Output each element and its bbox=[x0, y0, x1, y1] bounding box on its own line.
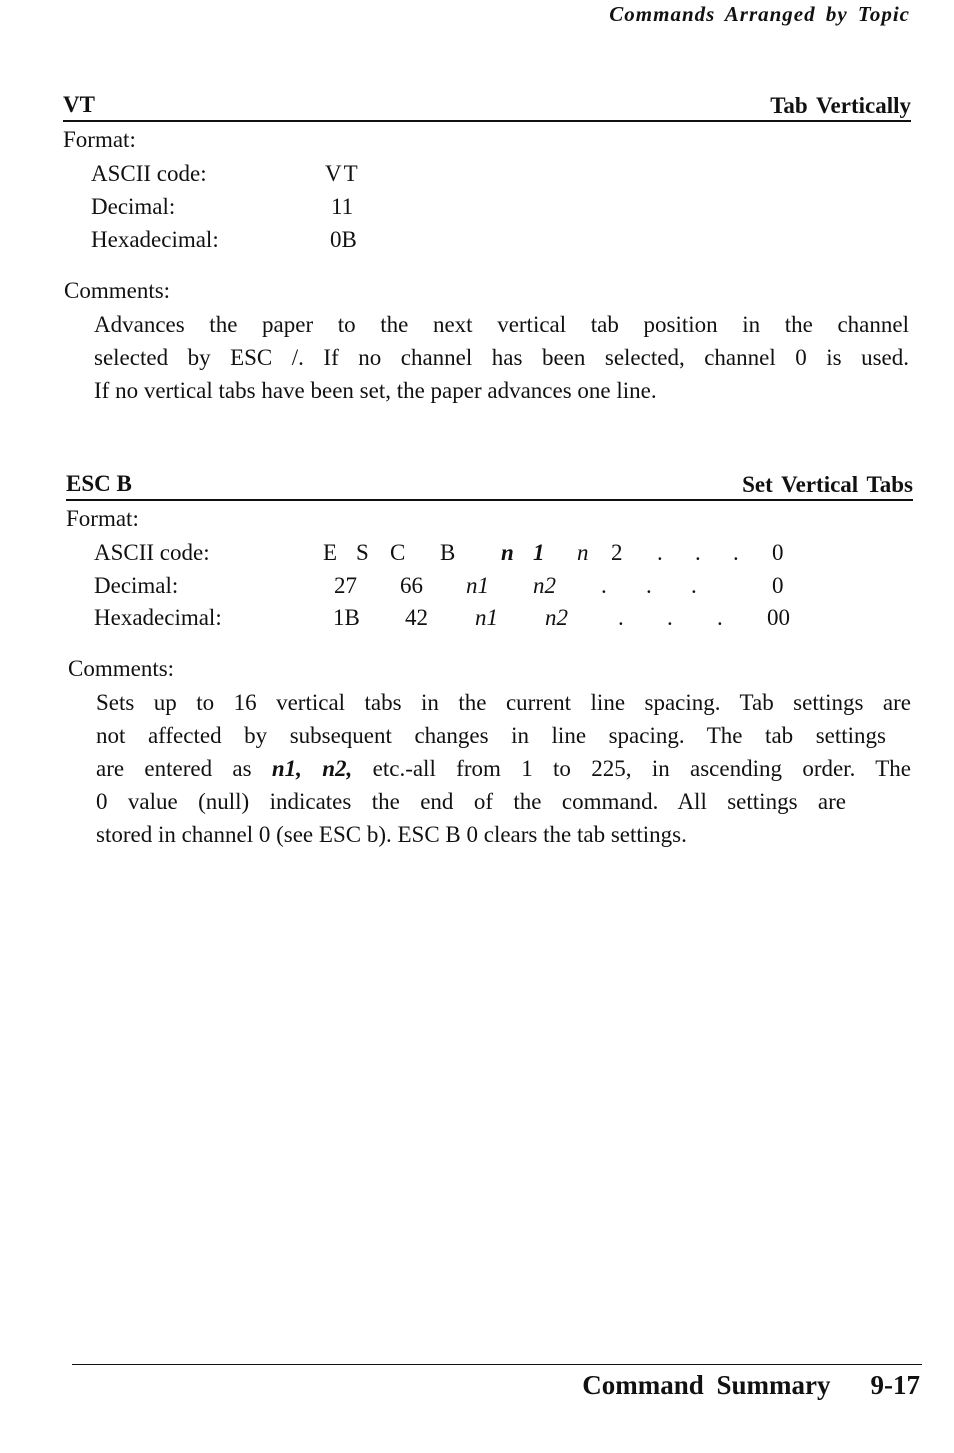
escb-hex-cell: n1 bbox=[475, 605, 498, 630]
escb-hex-cell: 1B bbox=[333, 605, 360, 630]
escb-ascii-cell: E bbox=[323, 540, 338, 565]
escb-decimal-label: Decimal: bbox=[94, 573, 179, 598]
vt-comment-line: If no vertical tabs have been set, the paper advances one line. bbox=[94, 378, 657, 403]
escb-title: Set Vertical Tabs bbox=[742, 472, 913, 497]
escb-hex-cell: . bbox=[618, 605, 624, 630]
escb-code: ESC B bbox=[66, 471, 132, 496]
vt-ascii-label: ASCII code: bbox=[91, 161, 207, 186]
escb-comments bbox=[96, 686, 911, 851]
footer bbox=[582, 1370, 920, 1401]
escb-decimal-cell: . bbox=[646, 573, 652, 598]
escb-ascii-cell: C bbox=[390, 540, 406, 565]
footer-rule bbox=[72, 1364, 922, 1365]
vt-decimal-value: 11 bbox=[331, 194, 354, 219]
running-head: Commands Arranged by Topic bbox=[609, 2, 910, 26]
footer-title: Command Summary bbox=[582, 1370, 831, 1400]
escb-header bbox=[66, 469, 913, 501]
escb-ascii-cell: . bbox=[733, 540, 739, 565]
escb-ascii-cell: 0 bbox=[772, 540, 784, 565]
vt-format-label: Format: bbox=[63, 127, 136, 152]
vt-comments-label: Comments: bbox=[64, 278, 171, 303]
vt-decimal-label: Decimal: bbox=[91, 194, 176, 219]
escb-comments-label: Comments: bbox=[68, 656, 175, 681]
vt-comment-line: Advances the paper to the next vertical tab position in the channel bbox=[94, 312, 909, 337]
escb-ascii-label: ASCII code: bbox=[94, 540, 210, 565]
escb-ascii-cell: B bbox=[440, 540, 456, 565]
vt-comments bbox=[94, 308, 909, 407]
page-number: 9-17 bbox=[870, 1370, 920, 1400]
vt-hex-value: 0B bbox=[330, 227, 357, 252]
vt-ascii-value: VT bbox=[325, 161, 360, 186]
escb-ascii-cell: . bbox=[695, 540, 701, 565]
escb-comment-line: Sets up to 16 vertical tabs in the current line spacing. Tab settings are bbox=[96, 690, 911, 715]
vt-code: VT bbox=[63, 92, 95, 117]
escb-decimal-cell: . bbox=[691, 573, 697, 598]
vt-header bbox=[63, 90, 911, 122]
escb-hex-cell: 42 bbox=[405, 605, 428, 630]
escb-ascii-cell: n bbox=[577, 540, 589, 565]
vt-comment-line: selected by ESC /. If no channel has been selected, channel 0 is used. bbox=[94, 345, 909, 370]
escb-ascii-cell: . bbox=[657, 540, 663, 565]
escb-decimal-cell: 66 bbox=[400, 573, 423, 598]
vt-title: Tab Vertically bbox=[770, 93, 911, 118]
escb-comment-line-3 bbox=[96, 752, 911, 785]
escb-decimal-cell: 0 bbox=[772, 573, 784, 598]
escb-ascii-cell: 1 bbox=[533, 540, 545, 565]
escb-decimal-cell: . bbox=[601, 573, 607, 598]
escb-hex-cell: n2 bbox=[545, 605, 568, 630]
escb-comment-n2: n2, bbox=[322, 756, 353, 781]
escb-hex-cell: 00 bbox=[767, 605, 790, 630]
escb-comment-line: not affected by subsequent changes in line spacing. The tab settings bbox=[96, 723, 886, 748]
escb-ascii-cell: n bbox=[501, 540, 514, 565]
escb-comment-line: 0 value (null) indicates the end of the command. All settings are bbox=[96, 789, 846, 814]
escb-decimal-cell: 27 bbox=[334, 573, 357, 598]
escb-hex-label: Hexadecimal: bbox=[94, 605, 222, 630]
escb-ascii-cell: 2 bbox=[611, 540, 623, 565]
escb-comment-n1: n1, bbox=[271, 756, 302, 781]
escb-comment-fragment: are entered as bbox=[96, 756, 272, 781]
escb-decimal-cell: n2 bbox=[533, 573, 556, 598]
escb-ascii-cell: S bbox=[356, 540, 369, 565]
escb-comment-fragment: etc.-all from 1 to 225, in ascending order. The bbox=[352, 756, 911, 781]
escb-hex-cell: . bbox=[717, 605, 723, 630]
escb-comment-line: stored in channel 0 (see ESC b). ESC B 0 clears the tab settings. bbox=[96, 822, 687, 847]
escb-hex-cell: . bbox=[667, 605, 673, 630]
vt-hex-label: Hexadecimal: bbox=[91, 227, 219, 252]
escb-decimal-cell: n1 bbox=[466, 573, 489, 598]
escb-format-label: Format: bbox=[66, 506, 139, 531]
